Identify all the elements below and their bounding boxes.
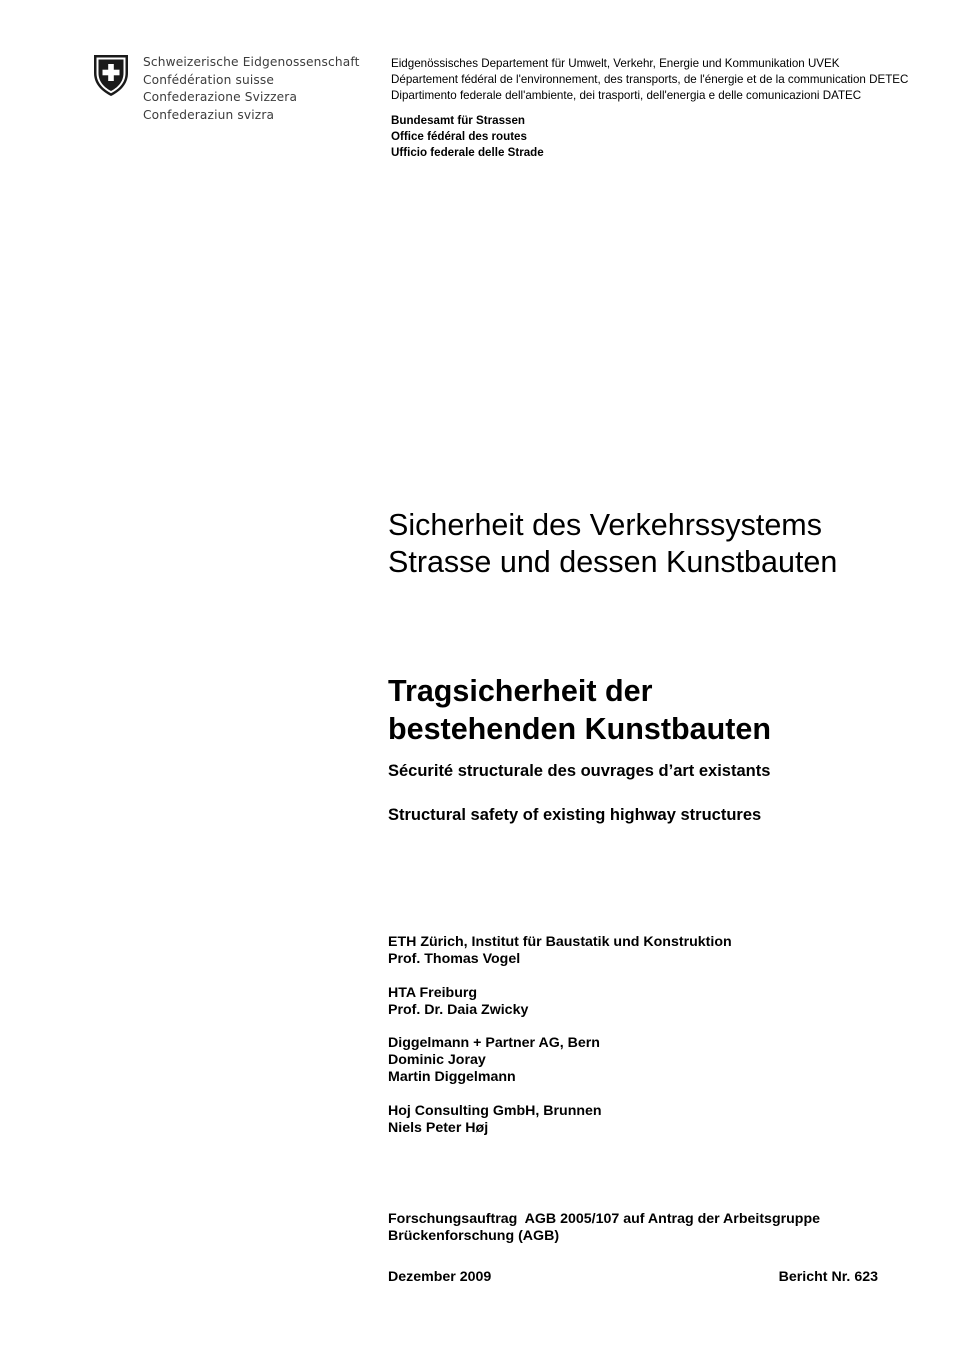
office-name-fr: Office fédéral des routes: [391, 130, 527, 144]
subtitle-french: Sécurité structurale des ouvrages d’art existants: [388, 762, 771, 780]
author-group-hta: [388, 985, 732, 1019]
author-name: Niels Peter Høj: [388, 1119, 489, 1136]
author-institution: Hoj Consulting GmbH, Brunnen: [388, 1102, 602, 1119]
author-name: Prof. Dr. Daia Zwicky: [388, 1001, 529, 1018]
federal-logo: [92, 53, 362, 133]
confederation-name-it: Confederazione Svizzera: [143, 90, 298, 105]
department-name-it: Dipartimento federale dell'ambiente, dei trasporti, dell'energia e delle comunicazioni DATEC: [391, 89, 862, 103]
report-number: Bericht Nr. 623: [778, 1269, 878, 1285]
series-title: [388, 507, 837, 581]
swiss-coat-of-arms-icon: [92, 53, 130, 97]
subtitle-english: Structural safety of existing highway structures: [388, 806, 762, 824]
series-title-line-1: Sicherheit des Verkehrssystems: [388, 508, 822, 542]
office-name-de: Bundesamt für Strassen: [391, 114, 526, 127]
author-group-diggelmann: [388, 1035, 732, 1086]
office-name-it: Ufficio federale delle Strade: [391, 146, 544, 160]
author-name: Martin Diggelmann: [388, 1069, 516, 1085]
confederation-name-rm: Confederaziun svizra: [143, 107, 275, 122]
confederation-name-fr: Confédération suisse: [143, 72, 275, 87]
author-institution: Diggelmann + Partner AG, Bern: [388, 1035, 600, 1051]
research-order-line-1: Forschungsauftrag AGB 2005/107 auf Antrag der Arbeitsgruppe: [388, 1211, 821, 1227]
series-title-line-2: Strasse und dessen Kunstbauten: [388, 545, 838, 579]
office-names: [391, 113, 544, 162]
department-name-fr: Département fédéral de l'environnement, des transports, de l'énergie et de la communication DETEC: [391, 73, 909, 87]
report-title: [388, 673, 771, 748]
research-order: [388, 1211, 820, 1245]
author-name: Prof. Thomas Vogel: [388, 951, 521, 967]
department-names: [391, 56, 908, 105]
report-title-line-1: Tragsicherheit der: [388, 674, 653, 708]
author-group-eth: [388, 934, 732, 968]
confederation-name-de: Schweizerische Eidgenossenschaft: [143, 55, 360, 69]
research-order-line-2: Brückenforschung (AGB): [388, 1228, 560, 1244]
author-group-hoj: [388, 1103, 732, 1137]
publication-date: Dezember 2009: [388, 1269, 492, 1285]
author-institution: ETH Zürich, Institut für Baustatik und Konstruktion: [388, 934, 732, 950]
author-name: Dominic Joray: [388, 1052, 486, 1068]
confederation-names: [143, 54, 360, 124]
report-title-line-2: bestehenden Kunstbauten: [388, 711, 771, 746]
author-list: [388, 934, 732, 1153]
author-institution: HTA Freiburg: [388, 984, 478, 1001]
department-name-de: Eidgenössisches Departement für Umwelt, Verkehr, Energie und Kommunikation UVEK: [391, 57, 840, 70]
